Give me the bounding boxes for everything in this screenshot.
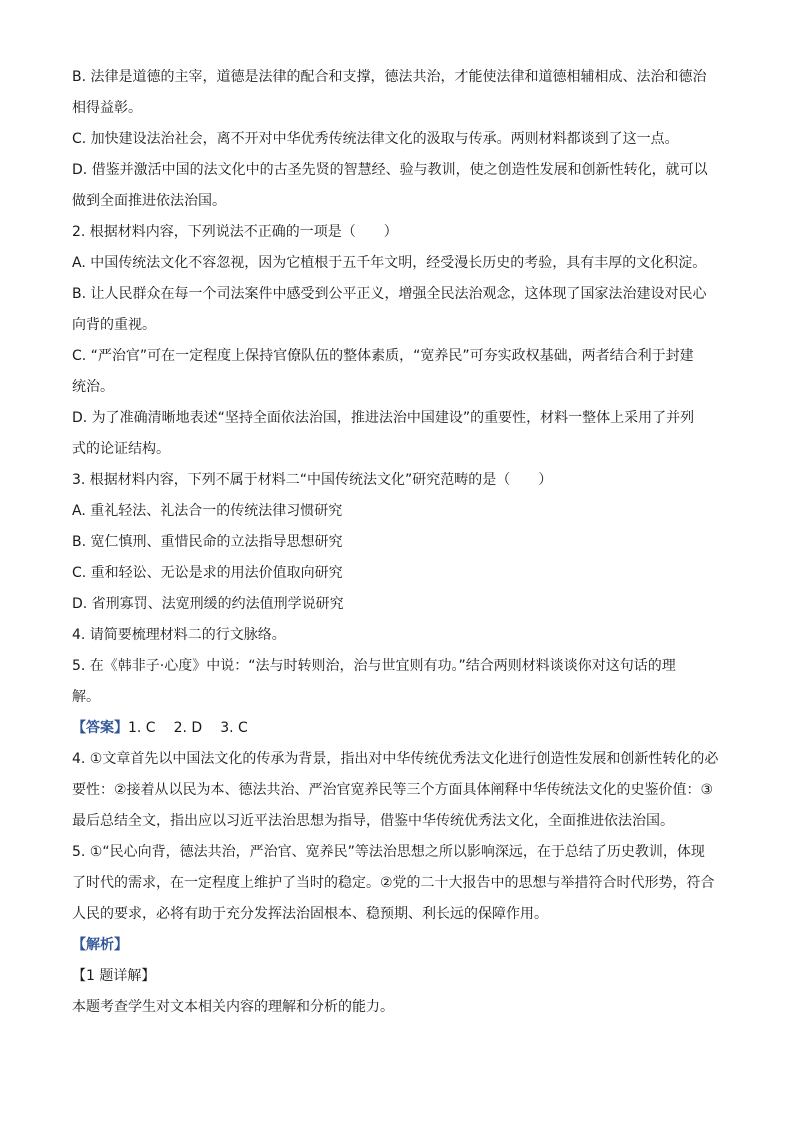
q2-option-a: A. 中国传统法文化不容忽视，因为它植根于五千年文明，经受漫长历史的考验，具有丰厚的文化积淀。 <box>72 255 707 271</box>
option-b-line-1: B. 法律是道德的主宰，道德是法律的配合和支撑，德法共治，才能使法律和道德相辅相成、法治和德治 <box>72 69 707 85</box>
answer-5-line-2: 了时代的需求，在一定程度上维护了当时的稳定。②党的二十大报告中的思想与举措符合时代形势，符合 <box>72 875 715 891</box>
option-b-line-2: 相得益彰。 <box>72 100 142 116</box>
option-d-line-2: 做到全面推进依法治国。 <box>72 193 226 209</box>
q2-option-d-line-1: D. 为了准确清晰地表述“坚持全面依法治国，推进法治中国建设”的重要性，材料一整体上采用了并列 <box>72 410 695 426</box>
answer-item-2: 2. D <box>173 720 203 736</box>
question-2: 2. 根据材料内容，下列说法不正确的一项是（ ） <box>72 224 398 240</box>
answer-4-line-1: 4. ①文章首先以中国法文化的传承为背景，指出对中华传统优秀法文化进行创造性发展和创新性转化的必 <box>72 751 719 767</box>
answer-item-1: 1. C <box>128 720 156 736</box>
question-4: 4. 请简要梳理材料二的行文脉络。 <box>72 627 286 643</box>
q2-option-c-line-2: 统治。 <box>72 379 114 395</box>
q3-option-c: C. 重和轻讼、无讼是求的用法价值取向研究 <box>72 565 343 581</box>
q3-option-b: B. 宽仁慎刑、重惜民命的立法指导思想研究 <box>72 534 343 550</box>
option-d-line-1: D. 借鉴并激活中国的法文化中的古圣先贤的智慧经、验与教训，使之创造性发展和创新性转化，就可以 <box>72 162 708 178</box>
document-page <box>72 62 722 1023</box>
detail-text: 本题考查学生对文本相关内容的理解和分析的能力。 <box>72 999 394 1015</box>
q2-option-d-line-2: 式的论证结构。 <box>72 441 170 457</box>
q2-option-b-line-1: B. 让人民群众在每一个司法案件中感受到公平正义，增强全民法治观念，这体现了国家法治建设对民心 <box>72 286 707 302</box>
answer-row <box>72 713 722 744</box>
detail-label: 【1 题详解】 <box>72 968 156 984</box>
option-c-line: C. 加快建设法治社会，离不开对中华优秀传统法律文化的汲取与传承。两则材料都谈到了这一点。 <box>72 131 679 147</box>
question-5-line-1: 5. 在《韩非子·心度》中说：“法与时转则治，治与世宜则有功。”结合两则材料谈谈你对这句话的理 <box>72 658 676 674</box>
q2-option-c-line-1: C. “严治官”可在一定程度上保持官僚队伍的整体素质，“宽养民”可夯实政权基础，两者结合利于封建 <box>72 348 694 364</box>
question-5-line-2: 解。 <box>72 689 100 705</box>
answer-item-3: 3. C <box>220 720 248 736</box>
q2-option-b-line-2: 向背的重视。 <box>72 317 156 333</box>
answer-label: 【答案】 <box>72 720 128 736</box>
answer-4-line-2: 要性：②接着从以民为本、德法共治、严治官宽养民等三个方面具体阐释中华传统法文化的史鉴价值：③ <box>72 782 714 798</box>
q3-option-d: D. 省刑寡罚、法宽刑缓的约法值刑学说研究 <box>72 596 344 612</box>
answer-5-line-3: 人民的要求，必将有助于充分发挥法治固根本、稳预期、利长远的保障作用。 <box>72 906 548 922</box>
analysis-label: 【解析】 <box>72 937 128 953</box>
answer-4-line-3: 最后总结全文，指出应以习近平法治思想为指导，借鉴中华传统优秀法文化，全面推进依法治国。 <box>72 813 674 829</box>
question-3: 3. 根据材料内容，下列不属于材料二“中国传统法文化”研究范畴的是（ ） <box>72 472 553 488</box>
q3-option-a: A. 重礼轻法、礼法合一的传统法律习惯研究 <box>72 503 343 519</box>
answer-5-line-1: 5. ①“民心向背，德法共治，严治官、宽养民”等法治思想之所以影响深远，在于总结了历史教训，体现 <box>72 844 705 860</box>
